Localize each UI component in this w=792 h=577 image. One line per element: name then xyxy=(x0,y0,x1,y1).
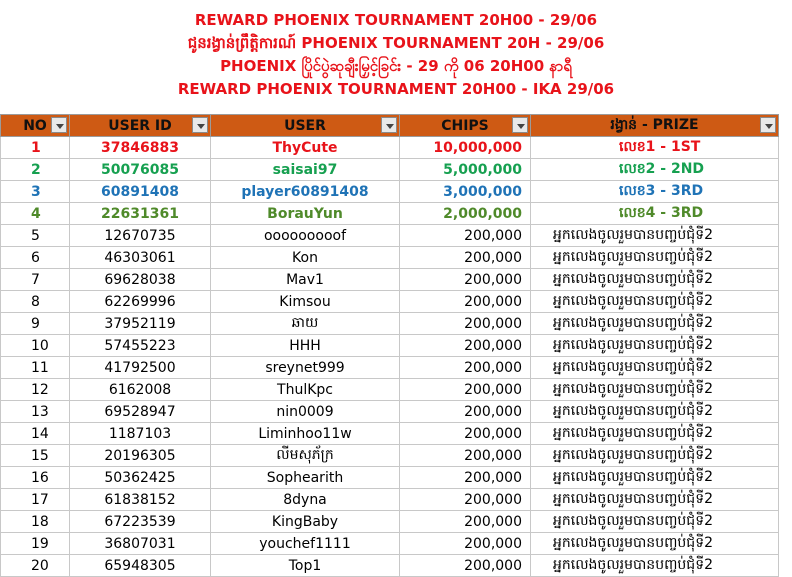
cell-no[interactable]: 12 xyxy=(1,379,70,401)
cell-user[interactable]: nin0009 xyxy=(211,401,400,423)
filter-dropdown-icon[interactable] xyxy=(192,117,208,133)
cell-no[interactable]: 20 xyxy=(1,555,70,577)
cell-chips[interactable]: 10,000,000 xyxy=(400,137,531,159)
cell-user[interactable]: ThulKpc xyxy=(211,379,400,401)
header-row xyxy=(1,115,779,137)
cell-prize[interactable]: អ្នកលេងចូលរួមបានបញ្ចប់ជុំទី2 xyxy=(531,225,779,247)
cell-user-id[interactable]: 60891408 xyxy=(70,181,211,203)
table-row[interactable] xyxy=(1,137,779,159)
column-header-label: USER xyxy=(284,117,326,134)
cell-prize[interactable]: លេខ2 - 2ND xyxy=(531,159,779,181)
cell-chips[interactable]: 200,000 xyxy=(400,401,531,423)
cell-user[interactable]: Kimsou xyxy=(211,291,400,313)
table-row[interactable] xyxy=(1,401,779,423)
table-row[interactable] xyxy=(1,533,779,555)
cell-prize[interactable]: លេខ1 - 1ST xyxy=(531,137,779,159)
cell-user-id[interactable]: 69528947 xyxy=(70,401,211,423)
filter-dropdown-icon[interactable] xyxy=(51,117,67,133)
cell-prize[interactable]: អ្នកលេងចូលរួមបានបញ្ចប់ជុំទី2 xyxy=(531,401,779,423)
cell-no[interactable]: 15 xyxy=(1,445,70,467)
cell-user-id[interactable]: 12670735 xyxy=(70,225,211,247)
cell-chips[interactable]: 200,000 xyxy=(400,247,531,269)
cell-prize[interactable]: អ្នកលេងចូលរួមបានបញ្ចប់ជុំទី2 xyxy=(531,357,779,379)
cell-prize[interactable]: អ្នកលេងចូលរួមបានបញ្ចប់ជុំទី2 xyxy=(531,511,779,533)
title-line-2: ជូនរង្វាន់ព្រឹត្តិការណ៍ PHOENIX TOURNAMENT 20H - 29/06 xyxy=(187,34,605,52)
column-header-user-id[interactable] xyxy=(70,115,211,137)
cell-chips[interactable]: 200,000 xyxy=(400,533,531,555)
cell-user-id[interactable]: 46303061 xyxy=(70,247,211,269)
cell-user[interactable]: ឆាយ xyxy=(211,313,400,335)
cell-no[interactable]: 10 xyxy=(1,335,70,357)
cell-chips[interactable]: 200,000 xyxy=(400,555,531,577)
cell-user[interactable]: sreynet999 xyxy=(211,357,400,379)
cell-user-id[interactable]: 37952119 xyxy=(70,313,211,335)
cell-user-id[interactable]: 61838152 xyxy=(70,489,211,511)
cell-chips[interactable]: 200,000 xyxy=(400,467,531,489)
table-row[interactable] xyxy=(1,291,779,313)
table-row[interactable] xyxy=(1,181,779,203)
table-row[interactable] xyxy=(1,357,779,379)
cell-user[interactable]: ThyCute xyxy=(211,137,400,159)
cell-prize[interactable]: លេខ4 - 3RD xyxy=(531,203,779,225)
cell-user-id[interactable]: 65948305 xyxy=(70,555,211,577)
table-row[interactable] xyxy=(1,555,779,577)
cell-no[interactable]: 5 xyxy=(1,225,70,247)
cell-chips[interactable]: 200,000 xyxy=(400,511,531,533)
cell-user[interactable]: HHH xyxy=(211,335,400,357)
cell-prize[interactable]: អ្នកលេងចូលរួមបានបញ្ចប់ជុំទី2 xyxy=(531,445,779,467)
title-line-1: REWARD PHOENIX TOURNAMENT 20H00 - 29/06 xyxy=(194,11,598,29)
cell-chips[interactable]: 3,000,000 xyxy=(400,181,531,203)
cell-no[interactable]: 19 xyxy=(1,533,70,555)
filter-dropdown-icon[interactable] xyxy=(381,117,397,133)
cell-user[interactable]: Mav1 xyxy=(211,269,400,291)
cell-no[interactable]: 3 xyxy=(1,181,70,203)
table-row[interactable] xyxy=(1,203,779,225)
cell-no[interactable]: 6 xyxy=(1,247,70,269)
cell-no[interactable]: 14 xyxy=(1,423,70,445)
column-header-user[interactable] xyxy=(211,115,400,137)
results-table xyxy=(0,114,779,577)
column-header-chips[interactable] xyxy=(400,115,531,137)
cell-prize[interactable]: អ្នកលេងចូលរួមបានបញ្ចប់ជុំទី2 xyxy=(531,335,779,357)
column-header-prize[interactable] xyxy=(531,115,779,137)
cell-prize[interactable]: អ្នកលេងចូលរួមបានបញ្ចប់ជុំទី2 xyxy=(531,555,779,577)
cell-user-id[interactable]: 67223539 xyxy=(70,511,211,533)
cell-prize[interactable]: លេខ3 - 3RD xyxy=(531,181,779,203)
cell-no[interactable]: 2 xyxy=(1,159,70,181)
cell-user-id[interactable]: 37846883 xyxy=(70,137,211,159)
cell-prize[interactable]: អ្នកលេងចូលរួមបានបញ្ចប់ជុំទី2 xyxy=(531,291,779,313)
table-row[interactable] xyxy=(1,313,779,335)
cell-prize[interactable]: អ្នកលេងចូលរួមបានបញ្ចប់ជុំទី2 xyxy=(531,467,779,489)
cell-no[interactable]: 13 xyxy=(1,401,70,423)
cell-user[interactable]: Sophearith xyxy=(211,467,400,489)
table-row[interactable] xyxy=(1,159,779,181)
column-header-label: CHIPS xyxy=(441,117,489,134)
cell-user-id[interactable]: 20196305 xyxy=(70,445,211,467)
cell-chips[interactable]: 2,000,000 xyxy=(400,203,531,225)
column-header-no[interactable] xyxy=(1,115,70,137)
table-body xyxy=(1,137,779,577)
cell-user[interactable]: player60891408 xyxy=(211,181,400,203)
cell-user[interactable]: Liminhoo11w xyxy=(211,423,400,445)
cell-chips[interactable]: 200,000 xyxy=(400,313,531,335)
cell-user-id[interactable]: 50076085 xyxy=(70,159,211,181)
column-header-label: រង្វាន់ - PRIZE xyxy=(610,117,699,133)
cell-user[interactable]: ooooooooof xyxy=(211,225,400,247)
cell-no[interactable]: 8 xyxy=(1,291,70,313)
cell-user-id[interactable]: 36807031 xyxy=(70,533,211,555)
cell-chips[interactable]: 200,000 xyxy=(400,225,531,247)
cell-chips[interactable]: 200,000 xyxy=(400,489,531,511)
table-row[interactable] xyxy=(1,445,779,467)
cell-no[interactable]: 7 xyxy=(1,269,70,291)
cell-prize[interactable]: អ្នកលេងចូលរួមបានបញ្ចប់ជុំទី2 xyxy=(531,247,779,269)
cell-no[interactable]: 16 xyxy=(1,467,70,489)
cell-user-id[interactable]: 6162008 xyxy=(70,379,211,401)
table-row[interactable] xyxy=(1,423,779,445)
cell-prize[interactable]: អ្នកលេងចូលរួមបានបញ្ចប់ជុំទី2 xyxy=(531,423,779,445)
cell-chips[interactable]: 200,000 xyxy=(400,445,531,467)
cell-user[interactable]: BorauYun xyxy=(211,203,400,225)
cell-user-id[interactable]: 69628038 xyxy=(70,269,211,291)
cell-prize[interactable]: អ្នកលេងចូលរួមបានបញ្ចប់ជុំទី2 xyxy=(531,533,779,555)
column-header-label: USER ID xyxy=(108,117,172,134)
cell-chips[interactable]: 200,000 xyxy=(400,269,531,291)
filter-dropdown-icon[interactable] xyxy=(512,117,528,133)
table-row[interactable] xyxy=(1,269,779,291)
cell-no[interactable]: 11 xyxy=(1,357,70,379)
table-row[interactable] xyxy=(1,335,779,357)
filter-dropdown-icon[interactable] xyxy=(760,117,776,133)
cell-user-id[interactable]: 50362425 xyxy=(70,467,211,489)
cell-user[interactable]: saisai97 xyxy=(211,159,400,181)
cell-prize[interactable]: អ្នកលេងចូលរួមបានបញ្ចប់ជុំទី2 xyxy=(531,269,779,291)
table-row[interactable] xyxy=(1,489,779,511)
cell-no[interactable]: 9 xyxy=(1,313,70,335)
cell-chips[interactable]: 200,000 xyxy=(400,291,531,313)
cell-chips[interactable]: 200,000 xyxy=(400,335,531,357)
cell-prize[interactable]: អ្នកលេងចូលរួមបានបញ្ចប់ជុំទី2 xyxy=(531,489,779,511)
cell-user-id[interactable]: 57455223 xyxy=(70,335,211,357)
cell-user[interactable]: KingBaby xyxy=(211,511,400,533)
cell-chips[interactable]: 200,000 xyxy=(400,357,531,379)
cell-user-id[interactable]: 1187103 xyxy=(70,423,211,445)
cell-chips[interactable]: 200,000 xyxy=(400,423,531,445)
column-header-label: NO xyxy=(23,117,47,134)
cell-user[interactable]: 8dyna xyxy=(211,489,400,511)
cell-prize[interactable]: អ្នកលេងចូលរួមបានបញ្ចប់ជុំទី2 xyxy=(531,313,779,335)
cell-no[interactable]: 17 xyxy=(1,489,70,511)
title-line-4: REWARD PHOENIX TOURNAMENT 20H00 - IKA 29/06 xyxy=(177,80,615,98)
cell-user-id[interactable]: 22631361 xyxy=(70,203,211,225)
title-block xyxy=(0,0,792,112)
cell-no[interactable]: 1 xyxy=(1,137,70,159)
cell-no[interactable]: 4 xyxy=(1,203,70,225)
title-line-3: PHOENIX ပြိုင်ပွဲဆုချီးမြှင့်ခြင်း - 29 ကို 06 20H00 နာရီ xyxy=(220,57,572,75)
cell-no[interactable]: 18 xyxy=(1,511,70,533)
cell-user[interactable]: Top1 xyxy=(211,555,400,577)
table-row[interactable] xyxy=(1,225,779,247)
cell-user-id[interactable]: 62269996 xyxy=(70,291,211,313)
cell-chips[interactable]: 200,000 xyxy=(400,379,531,401)
cell-user[interactable]: youchef1111 xyxy=(211,533,400,555)
cell-prize[interactable]: អ្នកលេងចូលរួមបានបញ្ចប់ជុំទី2 xyxy=(531,379,779,401)
table-row[interactable] xyxy=(1,379,779,401)
cell-user[interactable]: លីមសុភ័ក្រ xyxy=(211,445,400,467)
cell-chips[interactable]: 5,000,000 xyxy=(400,159,531,181)
table-row[interactable] xyxy=(1,247,779,269)
table-row[interactable] xyxy=(1,467,779,489)
table-row[interactable] xyxy=(1,511,779,533)
cell-user[interactable]: Kon xyxy=(211,247,400,269)
cell-user-id[interactable]: 41792500 xyxy=(70,357,211,379)
